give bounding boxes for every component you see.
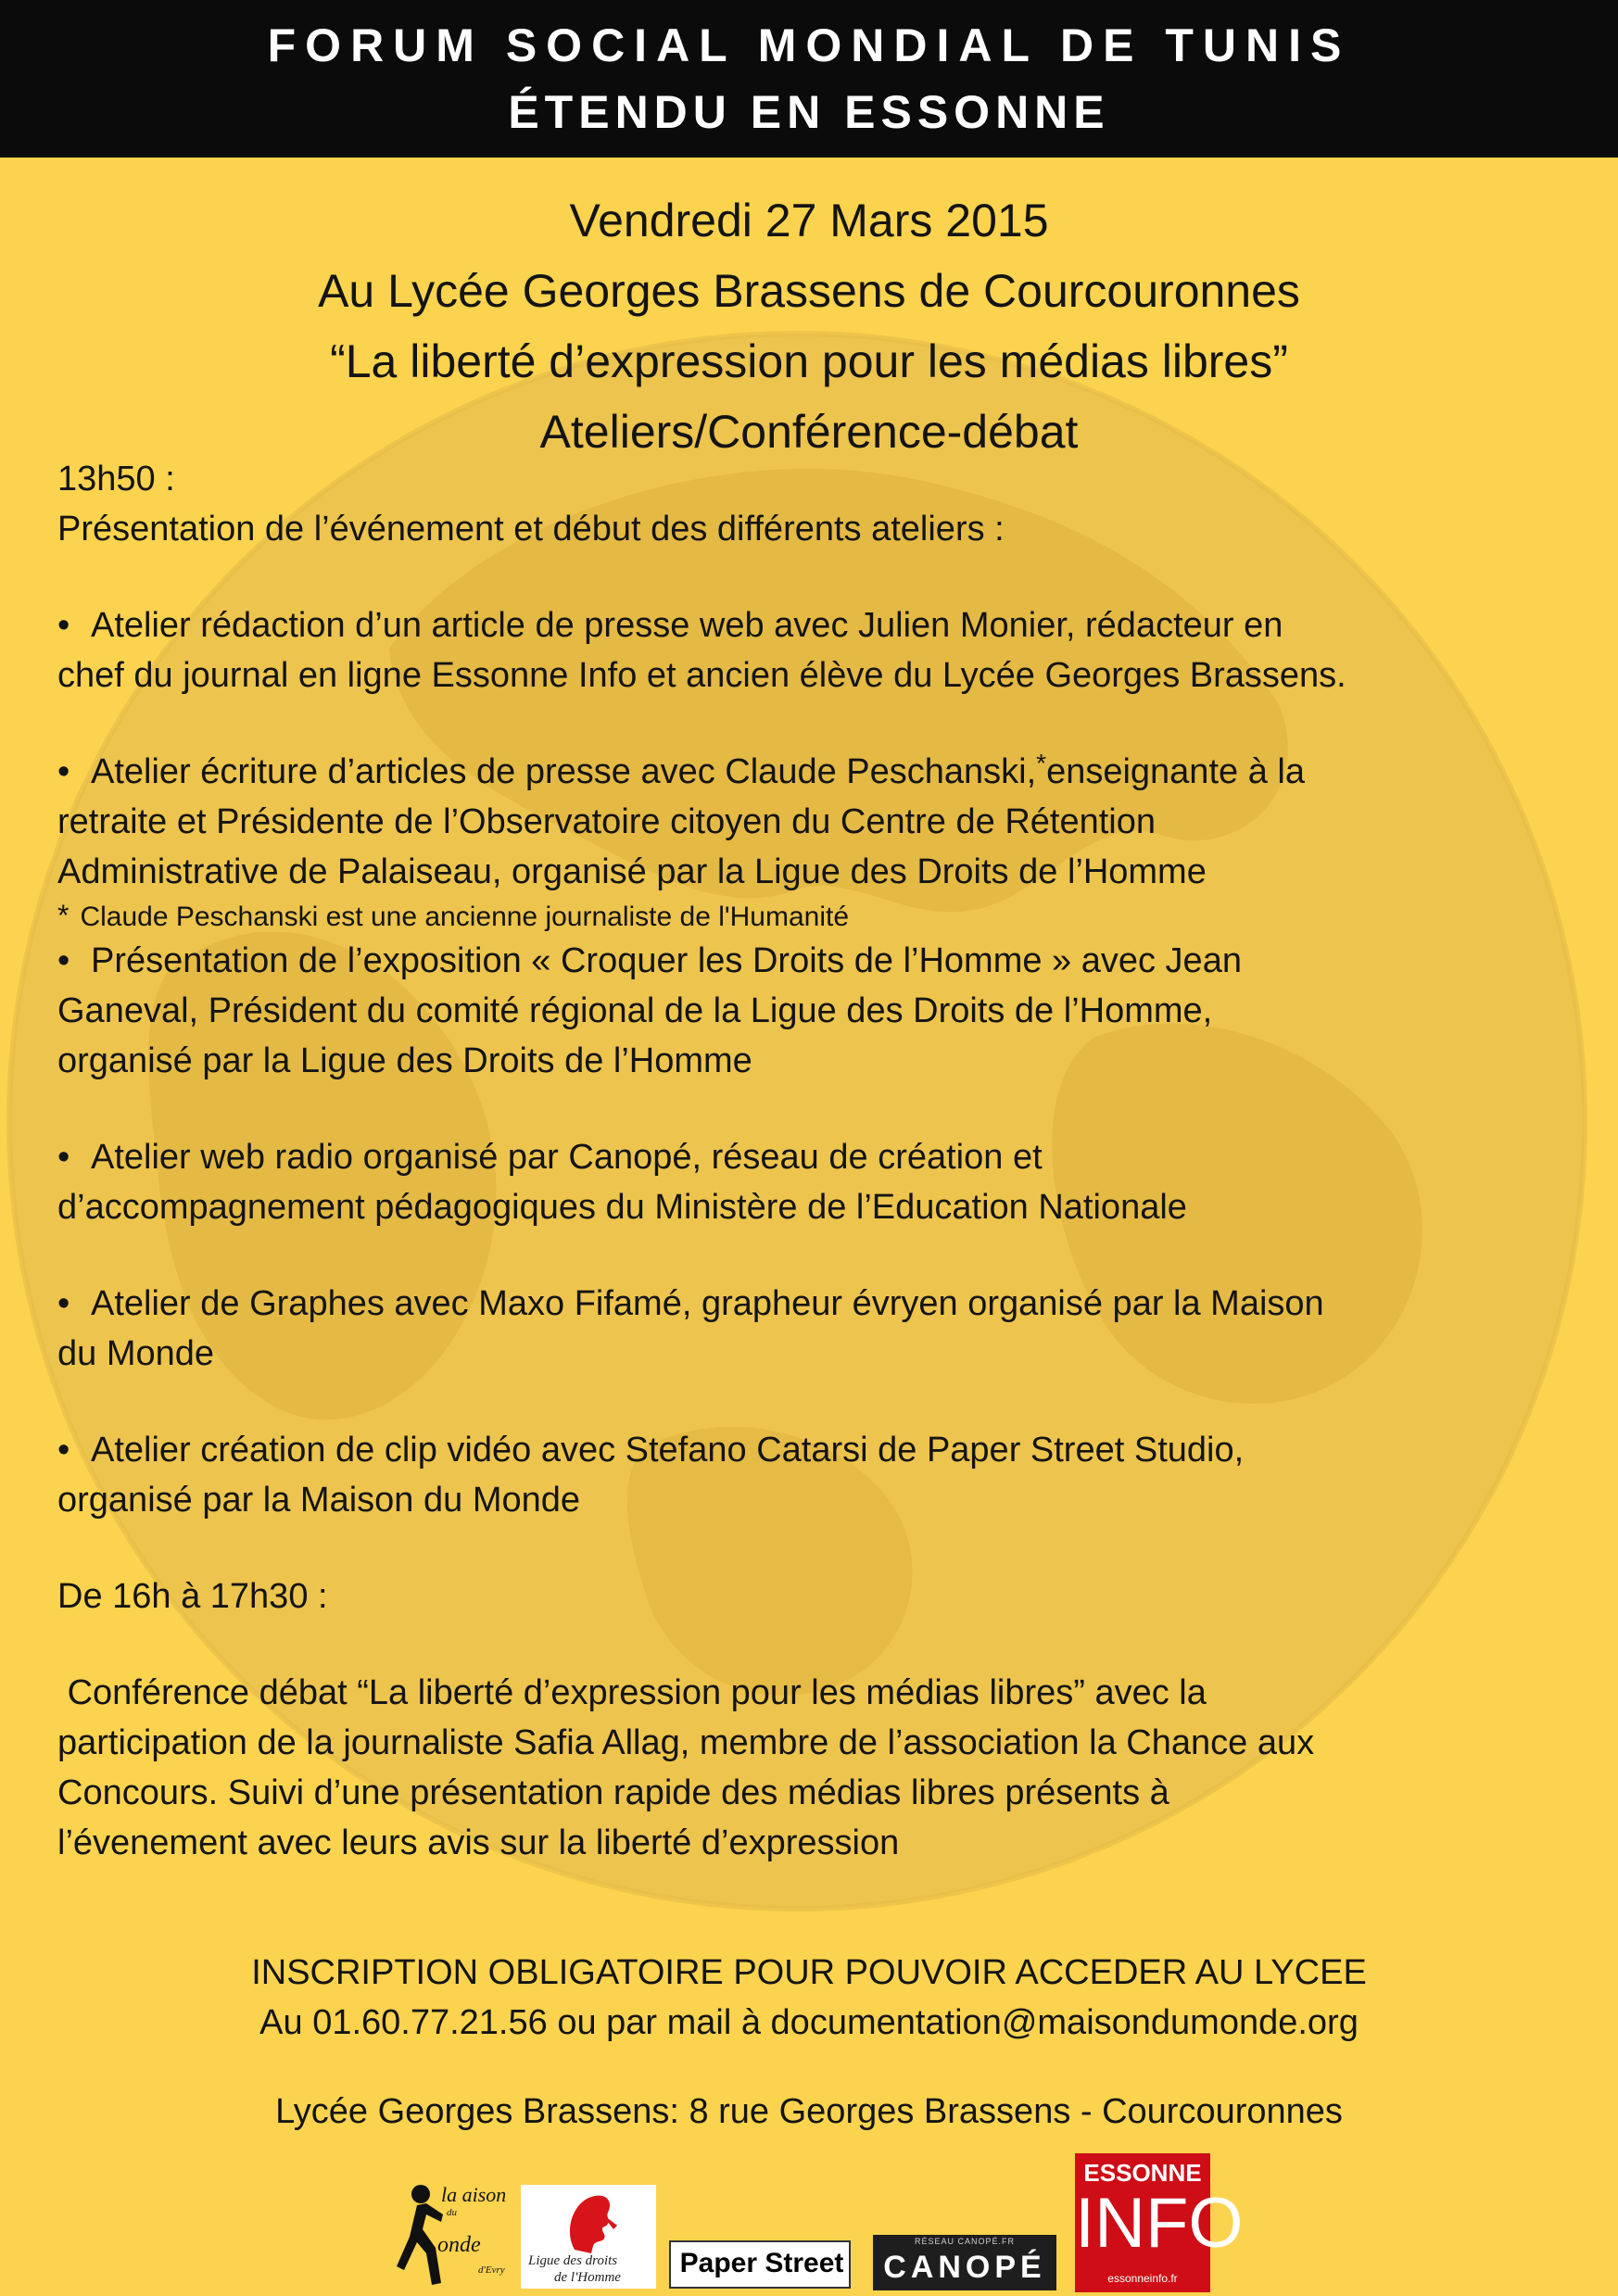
event-format: Ateliers/Conférence-débat	[539, 406, 1079, 458]
header-band	[0, 0, 1618, 158]
registration-notice: INSCRIPTION OBLIGATOIRE POUR POUVOIR ACCEDER AU LYCEE	[251, 1953, 1367, 1992]
footnote-star: *	[1036, 749, 1047, 777]
workshop4: • Atelier web radio organisé par Canopé, réseau de création et	[57, 1132, 1577, 1182]
workshop6: • Atelier création de clip vidéo avec Stefano Catarsi de Paper Street Studio,	[57, 1425, 1577, 1475]
session1-intro: Présentation de l’événement et début des différents ateliers :	[57, 510, 1005, 549]
maison-du-monde-logo: la aison du onde d'Evry	[389, 2181, 510, 2290]
bullet: •	[57, 941, 70, 980]
footer	[0, 1948, 1618, 2137]
workshop2: • Atelier écriture d’articles de presse avec Claude Peschanski,*enseignante à la	[57, 747, 1577, 797]
session1-time: 13h50 :	[57, 460, 175, 498]
runner-icon	[389, 2181, 445, 2290]
paper-street-logo: Paper Street	[669, 2240, 851, 2289]
event-date: Vendredi 27 Mars 2015	[569, 195, 1049, 246]
session2-time: De 16h à 17h30 :	[57, 1577, 328, 1616]
event-venue: Au Lycée Georges Brassens de Courcouronnes	[318, 265, 1300, 317]
address-line: Lycée Georges Brassens: 8 rue Georges Brassens - Courcouronnes	[275, 2092, 1343, 2131]
header-line-1: FORUM SOCIAL MONDIAL DE TUNIS	[267, 19, 1351, 71]
contact-line: Au 01.60.77.21.56 ou par mail à documentation@maisondumonde.org	[259, 2003, 1359, 2042]
essonne-info-logo: ESSONNE INFO essonneinfo.fr	[1075, 2153, 1210, 2292]
partner-logos	[0, 2150, 1618, 2296]
program-body: 13h50 : Présentation de l’événement et début des différents ateliers : • Atelier rédaction d’un article de presse web avec Julien Monier, rédacteur en chef du journal en ligne Essonne Info et ancien élève du Lycée Georges Brassens. • Atelier écriture d’articles de presse avec Claude Peschanski,*enseignante à la retraite et Présidente de l’Observatoire citoyen du Centre de Rétention Administrative de Palaiseau, organisé par la Ligue des Droits de l’Homme * Claude Peschanski est une ancienne journaliste de l'Humanité • Présentation de l’exposition « Croquer les Droits de l’Homme » avec Jean Ganeval, Président du comité régional de la Ligue des Droits de l’Homme, organisé par la Ligue des Droits de l’Homme • Atelier web radio organisé par Canopé, réseau de création et d’accompagnement pédagogiques du Ministère de l’Education Nationale • Atelier de Graphes avec Maxo Fifamé, grapheur évryen organisé par la Maison du Monde • Atelier création de clip vidéo avec Stefano Catarsi de Paper Street Studio, organisé par la Maison du Monde De 16h à 17h30 : Conférence débat “La liberté d’expression pour les médias libres” avec la participation de la journaliste Safia Allag, membre de l’association la Chance aux Concours. Suivi d’une présentation rapide des médias libres présents à l’évenement avec leurs avis sur la liberté d’expression	[57, 454, 1577, 1868]
bullet: •	[57, 752, 70, 791]
canope-logo: RÉSEAU CANOPÉ.FR CANOPÉ	[873, 2235, 1056, 2290]
bullet: •	[57, 606, 70, 645]
profile-icon	[521, 2185, 656, 2255]
bullet: •	[57, 1284, 70, 1323]
bullet: •	[57, 1431, 70, 1470]
workshop5: • Atelier de Graphes avec Maxo Fifamé, grapheur évryen organisé par la Maison	[57, 1279, 1577, 1329]
event-theme: “La liberté d’expression pour les médias libres”	[330, 335, 1288, 387]
title-block	[0, 185, 1618, 467]
header-line-2: ÉTENDU EN ESSONNE	[508, 86, 1110, 138]
workshop1: • Atelier rédaction d’un article de presse web avec Julien Monier, rédacteur en	[57, 600, 1577, 650]
ligue-droits-homme-logo: Ligue des droits de l'Homme	[521, 2185, 656, 2289]
workshop3: • Présentation de l’exposition « Croquer les Droits de l’Homme » avec Jean	[57, 936, 1577, 986]
conference: Conférence débat “La liberté d’expression pour les médias libres” avec la	[67, 1673, 1207, 1712]
bullet: •	[57, 1138, 70, 1177]
footnote: * Claude Peschanski est une ancienne journaliste de l'Humanité	[57, 899, 850, 932]
